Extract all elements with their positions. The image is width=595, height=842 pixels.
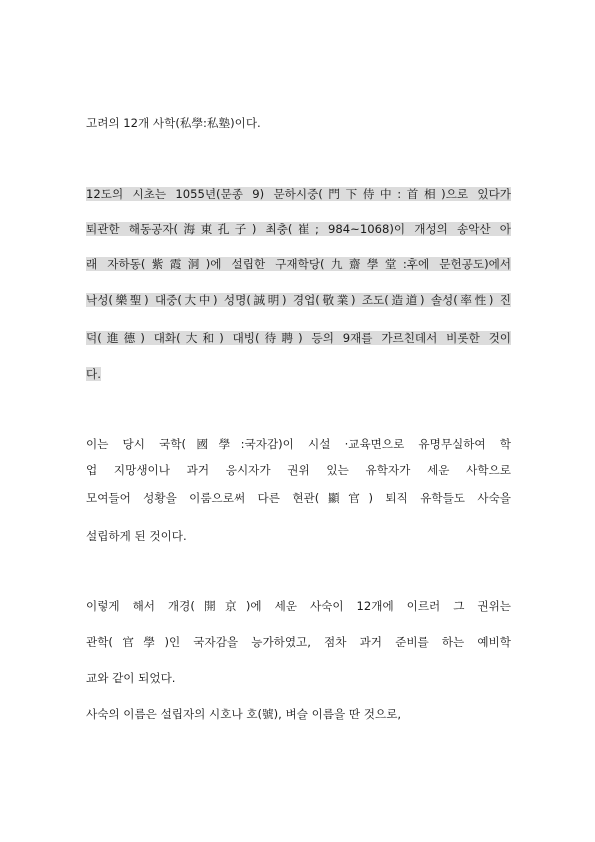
text-run: 설립하게 된 것이다. (86, 529, 187, 543)
paragraph-line (86, 221, 511, 237)
paragraph-line (86, 670, 511, 686)
text-run: 이렇게 해서 개경(開京)에 세운 사숙이 12개에 이르러 그 권위는 (86, 599, 511, 613)
highlighted-text: 래 자하동(紫霞洞)에 설립한 구재학당(九齋學堂:후에 문헌공도)에서 (86, 257, 511, 271)
paragraph-line (86, 490, 511, 506)
paragraph-line (86, 462, 511, 478)
text-run: 고려의 12개 사학(私學:私塾)이다. (86, 116, 261, 130)
paragraph-line (86, 292, 511, 308)
text-run: 이는 당시 국학(國學:국자감)이 시설 ·교육면으로 유명무실하여 학 (86, 437, 511, 451)
paragraph-line (86, 186, 511, 202)
paragraph-line (86, 598, 511, 614)
paragraph-line (86, 256, 511, 272)
text-run: 관학(官學)인 국자감을 능가하였고, 점차 과거 준비를 하는 예비학 (86, 635, 511, 649)
highlighted-text: 낙성(樂聖) 대중(大中) 성명(誠明) 경업(敬業) 조도(造道) 솔성(率性) 진 (86, 293, 511, 307)
text-run: 교와 같이 되었다. (86, 671, 176, 685)
text-run: 모여들어 성황을 이룸으로써 다른 현관(顯官) 퇴직 유학들도 사숙을 (86, 491, 511, 505)
highlighted-text: 퇴관한 해동공자(海東孔子) 최충(崔; 984~1068)이 개성의 송악산 아 (86, 222, 511, 236)
text-run: 업 지망생이나 과거 응시자가 권위 있는 유학자가 세운 사학으로 (86, 463, 511, 477)
paragraph-line (86, 528, 511, 544)
paragraph-line (86, 706, 511, 722)
paragraph-line (86, 366, 511, 382)
paragraph-line (86, 330, 511, 346)
paragraph-line (86, 436, 511, 452)
text-run: 사숙의 이름은 설립자의 시호나 호(號), 벼슬 이름을 딴 것으로, (86, 707, 402, 721)
paragraph-line (86, 634, 511, 650)
highlighted-text: 덕(進德) 대화(大和) 대빙(待聘) 등의 9재를 가르친데서 비롯한 것이 (86, 331, 511, 345)
highlighted-text: 12도의 시초는 1055년(문종 9) 문하시중(門下侍中:首相)으로 있다가 (86, 187, 511, 201)
paragraph-line (86, 115, 511, 131)
highlighted-text: 다. (86, 367, 101, 381)
